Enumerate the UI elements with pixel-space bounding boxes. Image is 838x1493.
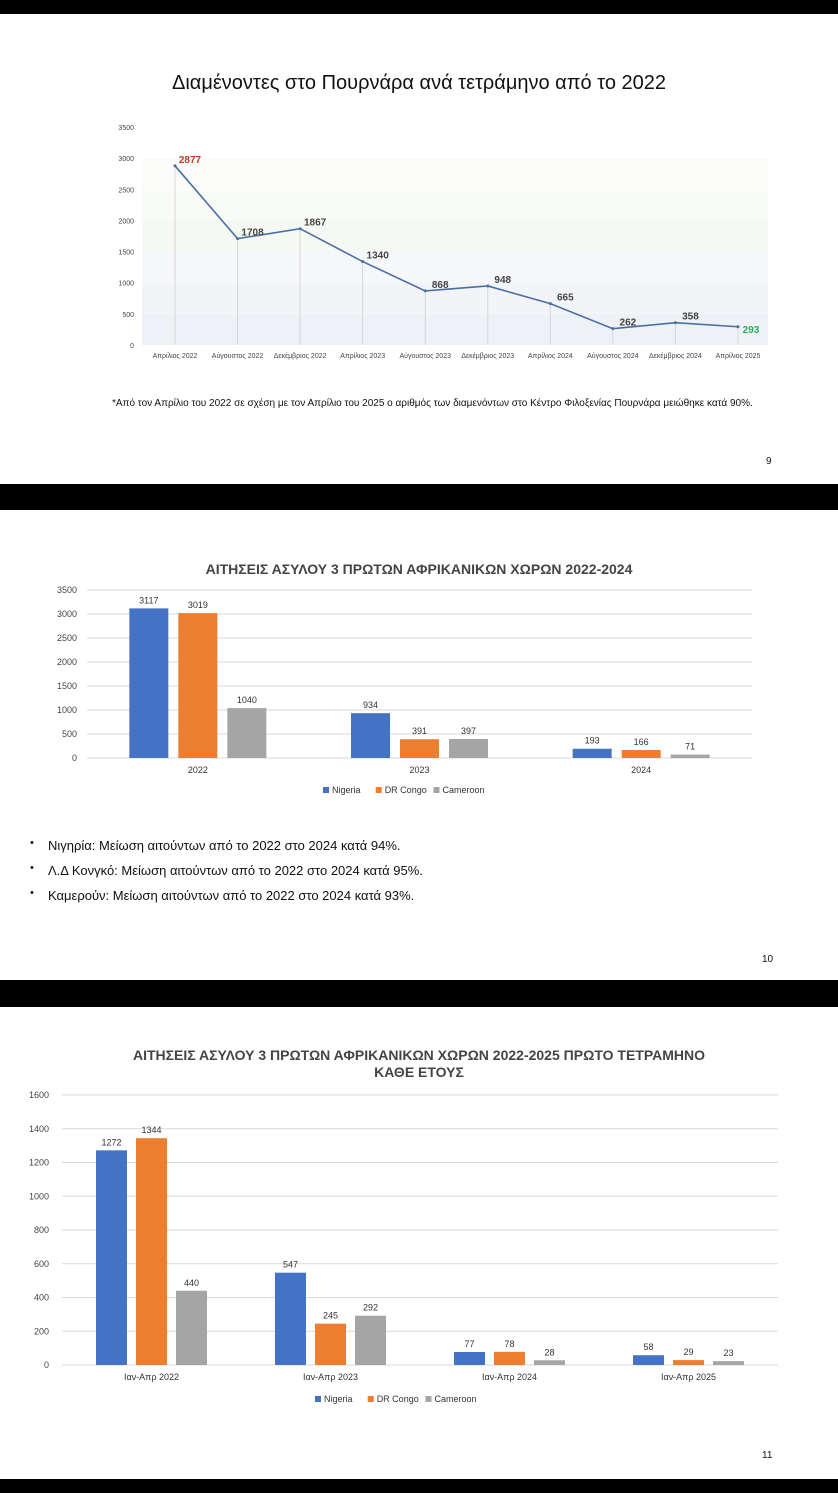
chart-title: Διαμένοντες στο Πουρνάρα ανά τετράμηνο από το 2022 <box>171 72 666 94</box>
y-tick-label: 200 <box>33 1326 49 1337</box>
data-label: 58 <box>643 1342 654 1353</box>
data-label: 1040 <box>236 695 257 706</box>
plot-band <box>142 283 768 314</box>
data-label: 1708 <box>241 227 264 239</box>
data-label: 1867 <box>303 217 327 229</box>
bar-cameroon <box>713 1361 744 1365</box>
legend-swatch <box>323 787 329 793</box>
legend-label: Nigeria <box>324 1394 353 1404</box>
data-label: 868 <box>431 279 449 291</box>
y-tick-label: 2000 <box>56 657 77 667</box>
legend-label: Cameroon <box>442 785 485 795</box>
bar-chart-asylum-q1-2022-2025 <box>0 1007 838 1479</box>
bar-nigeria <box>454 1352 485 1365</box>
x-tick-label: Δεκέμβριος 2023 <box>461 353 515 360</box>
data-label: 391 <box>411 726 428 737</box>
bullet-list <box>30 838 423 913</box>
data-label: 358 <box>682 311 699 323</box>
slide-11 <box>0 1007 838 1479</box>
y-tick-label: 1200 <box>28 1157 49 1168</box>
y-tick-label: 2500 <box>118 187 134 195</box>
page-number: 10 <box>762 954 774 965</box>
y-tick-label: 1000 <box>28 1191 49 1202</box>
legend-swatch <box>434 787 440 793</box>
bar-cameroon <box>534 1360 565 1365</box>
y-tick-label: 400 <box>33 1292 49 1303</box>
data-label: 397 <box>460 725 477 736</box>
data-label: 3117 <box>139 595 159 606</box>
bar-cameroon <box>449 739 488 758</box>
y-tick-label: 600 <box>33 1258 49 1269</box>
y-tick-label: 1500 <box>118 249 134 257</box>
bar-cameroon <box>176 1291 207 1365</box>
bar-nigeria <box>351 713 390 758</box>
plot-band <box>142 311 768 345</box>
bullet-item: • Καμερούν: Μείωση αιτούντων από το 2022 στο 2024 κατά 93%. <box>30 888 423 903</box>
slide-10 <box>0 510 838 980</box>
data-label: 262 <box>619 317 637 329</box>
y-tick-label: 3000 <box>56 609 77 619</box>
bar-nigeria <box>129 608 168 758</box>
y-tick-label: 0 <box>130 343 134 350</box>
data-label: 245 <box>322 1310 339 1321</box>
slide-9 <box>0 14 838 484</box>
y-tick-label: 800 <box>33 1225 49 1235</box>
legend-swatch <box>315 1396 321 1402</box>
line-chart-residents <box>0 14 838 484</box>
data-label: 71 <box>685 741 696 752</box>
data-point <box>737 325 740 328</box>
data-label: 78 <box>504 1338 515 1349</box>
y-tick-label: 1600 <box>28 1090 49 1100</box>
data-label: 166 <box>633 737 649 748</box>
data-label: 2877 <box>178 154 202 166</box>
x-tick-label: Αύγουστος 2024 <box>587 353 639 360</box>
y-tick-label: 1500 <box>56 681 77 691</box>
bar-cameroon <box>671 755 710 758</box>
legend-swatch <box>426 1396 432 1402</box>
x-tick-label: Ιαν-Απρ 2023 <box>302 1372 359 1382</box>
y-tick-label: 3500 <box>118 125 134 132</box>
data-label: 665 <box>556 292 574 304</box>
y-tick-label: 1400 <box>28 1123 49 1134</box>
x-tick-label: Απρίλιος 2022 <box>152 353 198 360</box>
data-label: 1272 <box>101 1137 122 1148</box>
x-tick-label: Αύγουστος 2023 <box>399 353 451 360</box>
bullet-item: • Λ.Δ Κονγκό: Μείωση αιτούντων από το 2022 στο 2024 κατά 95%. <box>30 863 423 878</box>
chart-title: ΑΙΤΗΣΕΙΣ ΑΣΥΛΟΥ 3 ΠΡΩΤΩΝ ΑΦΡΙΚΑΝΙΚΩΝ ΧΩΡΩΝ 2022-2024 <box>205 561 633 577</box>
y-tick-label: 500 <box>122 311 134 319</box>
x-tick-label: Δεκέμβριος 2022 <box>273 353 327 360</box>
y-tick-label: 500 <box>61 729 77 739</box>
data-point <box>549 302 552 305</box>
bar-dr-congo <box>622 750 661 758</box>
bullet-item: • Νιγηρία: Μείωση αιτούντων από το 2022 στο 2024 κατά 94%. <box>30 838 423 853</box>
bar-nigeria <box>633 1355 664 1365</box>
data-label: 1340 <box>366 250 389 262</box>
data-label: 293 <box>742 324 760 336</box>
x-tick-label: 2022 <box>187 765 208 775</box>
data-label: 440 <box>183 1277 200 1288</box>
chart-title-line: ΑΙΤΗΣΕΙΣ ΑΣΥΛΟΥ 3 ΠΡΩΤΩΝ ΑΦΡΙΚΑΝΙΚΩΝ ΧΩΡΩΝ 2022-2025 ΠΡΩΤΟ ΤΕΤΡΑΜΗΝΟ <box>132 1047 706 1063</box>
data-point <box>174 164 177 167</box>
data-label: 547 <box>282 1259 299 1270</box>
legend-label: Nigeria <box>332 785 361 795</box>
bar-nigeria <box>573 749 612 758</box>
bar-cameroon <box>355 1316 386 1365</box>
bar-dr-congo <box>494 1352 525 1365</box>
plot-band <box>142 252 768 283</box>
y-tick-label: 2000 <box>118 218 134 226</box>
plot-band <box>142 189 768 220</box>
data-point <box>299 227 302 230</box>
bar-dr-congo <box>136 1138 167 1365</box>
x-tick-label: Απρίλιος 2025 <box>715 353 761 360</box>
y-tick-label: 1000 <box>118 280 134 288</box>
y-tick-label: 2500 <box>56 633 77 643</box>
data-label: 28 <box>544 1347 555 1358</box>
legend-swatch <box>376 787 382 793</box>
y-tick-label: 3000 <box>118 156 134 164</box>
x-tick-label: 2024 <box>631 765 652 775</box>
data-label: 29 <box>683 1347 694 1358</box>
bar-dr-congo <box>673 1360 704 1365</box>
data-label: 1344 <box>141 1125 162 1136</box>
data-point <box>611 327 614 330</box>
data-label: 77 <box>464 1339 475 1350</box>
y-tick-label: 0 <box>43 1360 49 1370</box>
y-tick-label: 3500 <box>56 585 77 595</box>
bar-dr-congo <box>400 739 439 758</box>
legend-label: Cameroon <box>434 1394 477 1404</box>
y-tick-label: 1000 <box>56 705 77 715</box>
x-tick-label: Αύγουστος 2022 <box>211 353 264 360</box>
bar-nigeria <box>96 1150 127 1365</box>
y-tick-label: 0 <box>71 753 77 763</box>
legend-label: DR Congo <box>376 1394 419 1404</box>
bar-nigeria <box>275 1273 306 1365</box>
data-label: 948 <box>494 274 512 286</box>
x-tick-label: Ιαν-Απρ 2022 <box>123 1372 180 1382</box>
data-point <box>236 237 239 240</box>
bar-dr-congo <box>178 613 217 758</box>
x-tick-label: 2023 <box>409 765 430 775</box>
x-tick-label: Ιαν-Απρ 2025 <box>660 1372 717 1382</box>
data-label: 23 <box>723 1348 734 1359</box>
data-point <box>486 284 489 287</box>
data-point <box>674 321 677 324</box>
x-tick-label: Απρίλιος 2024 <box>527 353 573 360</box>
x-tick-label: Απρίλιος 2023 <box>340 353 386 360</box>
data-label: 3019 <box>187 600 208 611</box>
data-label: 292 <box>362 1302 379 1313</box>
chart-title-line: ΚΑΘΕ ΕΤΟΥΣ <box>374 1064 464 1080</box>
data-point <box>424 289 427 292</box>
page-number: 11 <box>762 1450 773 1461</box>
data-point <box>361 260 364 263</box>
bar-cameroon <box>227 708 266 758</box>
legend-swatch <box>368 1396 374 1402</box>
data-label: 193 <box>584 735 600 746</box>
x-tick-label: Δεκέμβριος 2024 <box>649 353 702 360</box>
plot-band <box>142 158 768 189</box>
bar-dr-congo <box>315 1324 346 1365</box>
page-number: 9 <box>766 456 772 467</box>
footnote: *Από τον Απρίλιο του 2022 σε σχέση με τον Απρίλιο του 2025 ο αριθμός των διαμενόντων στο Κέντρο Φιλοξενίας Πουρνάρα μειώθηκε κατά 90%. <box>112 398 753 409</box>
legend-label: DR Congo <box>384 785 427 795</box>
x-tick-label: Ιαν-Απρ 2024 <box>481 1372 538 1382</box>
data-label: 934 <box>362 700 379 711</box>
